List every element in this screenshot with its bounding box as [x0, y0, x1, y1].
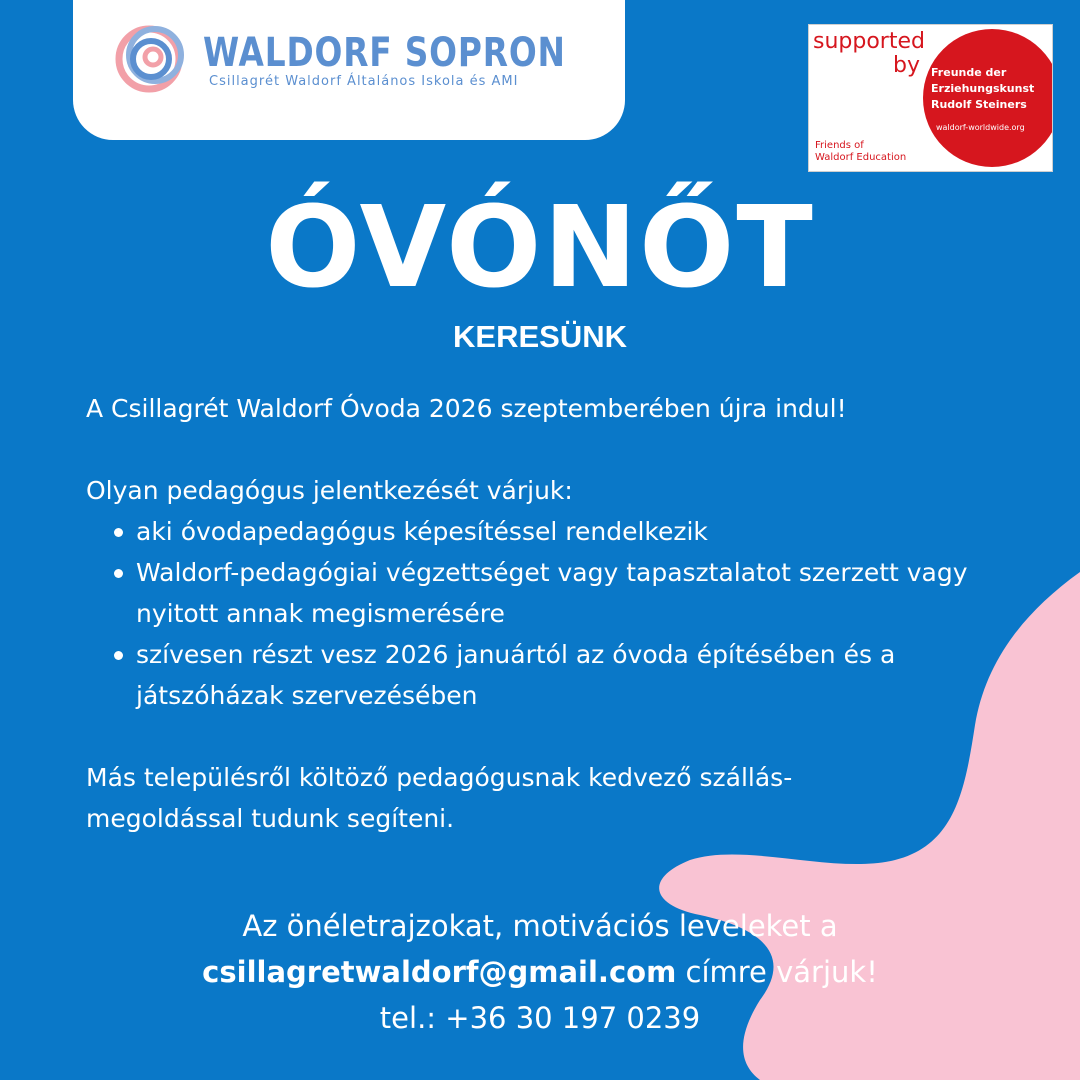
badge-friends: [815, 140, 925, 164]
supported-by-badge: [808, 24, 1053, 172]
badge-organization: [931, 65, 1051, 113]
contact-line2: [0, 949, 1080, 995]
requirement-item: szívesen részt vesz 2026 januártól az óvoda építésében és a játszóházak szervezésében: [136, 634, 1046, 716]
requirements-intro: Olyan pedagógus jelentkezését várjuk:: [86, 476, 573, 505]
waldorf-logo-icon: [113, 21, 189, 93]
contact-after-email: címre várjuk!: [676, 955, 878, 989]
email-link[interactable]: csillagretwaldorf@gmail.com: [202, 955, 677, 989]
logo-title: WALDORF SOPRON: [203, 30, 566, 76]
housing-text-line2: megoldással tudunk segíteni.: [86, 804, 455, 833]
badge-friends-line: Waldorf Education: [815, 152, 907, 163]
requirement-item: Waldorf-pedagógiai végzettséget vagy tapasztalatot szerzett vagy nyitott annak megismerésére: [136, 552, 1046, 634]
logo-subtitle: Csillagrét Waldorf Általános Iskola és AMI: [209, 74, 519, 89]
intro-text: A Csillagrét Waldorf Óvoda 2026 szeptemberében újra indul!: [86, 394, 847, 423]
badge-org-line: Freunde der: [931, 66, 1007, 79]
requirements-list: [86, 511, 1046, 716]
badge-by-text: by: [893, 53, 920, 78]
contact-line1: Az önéletrajzokat, motivációs leveleket a: [242, 909, 838, 943]
badge-supported-text: supported: [813, 29, 925, 54]
announcement-body: [86, 388, 1046, 839]
badge-url: waldorf-worldwide.org: [936, 123, 1025, 132]
requirement-item: aki óvodapedagógus képesítéssel rendelkezik: [136, 511, 1046, 552]
badge-org-line: Rudolf Steiners: [931, 98, 1027, 111]
phone-number[interactable]: tel.: +36 30 197 0239: [379, 1001, 701, 1035]
housing-text-line1: Más településről költöző pedagógusnak kedvező szállás-: [86, 763, 793, 792]
badge-org-line: Erziehungskunst: [931, 82, 1035, 95]
badge-friends-line: Friends of: [815, 140, 864, 151]
subheadline: KERESÜNK: [453, 319, 627, 354]
logo-card: [73, 0, 625, 140]
headline: ÓVÓNŐT: [265, 183, 815, 313]
contact-block: [0, 903, 1080, 1041]
